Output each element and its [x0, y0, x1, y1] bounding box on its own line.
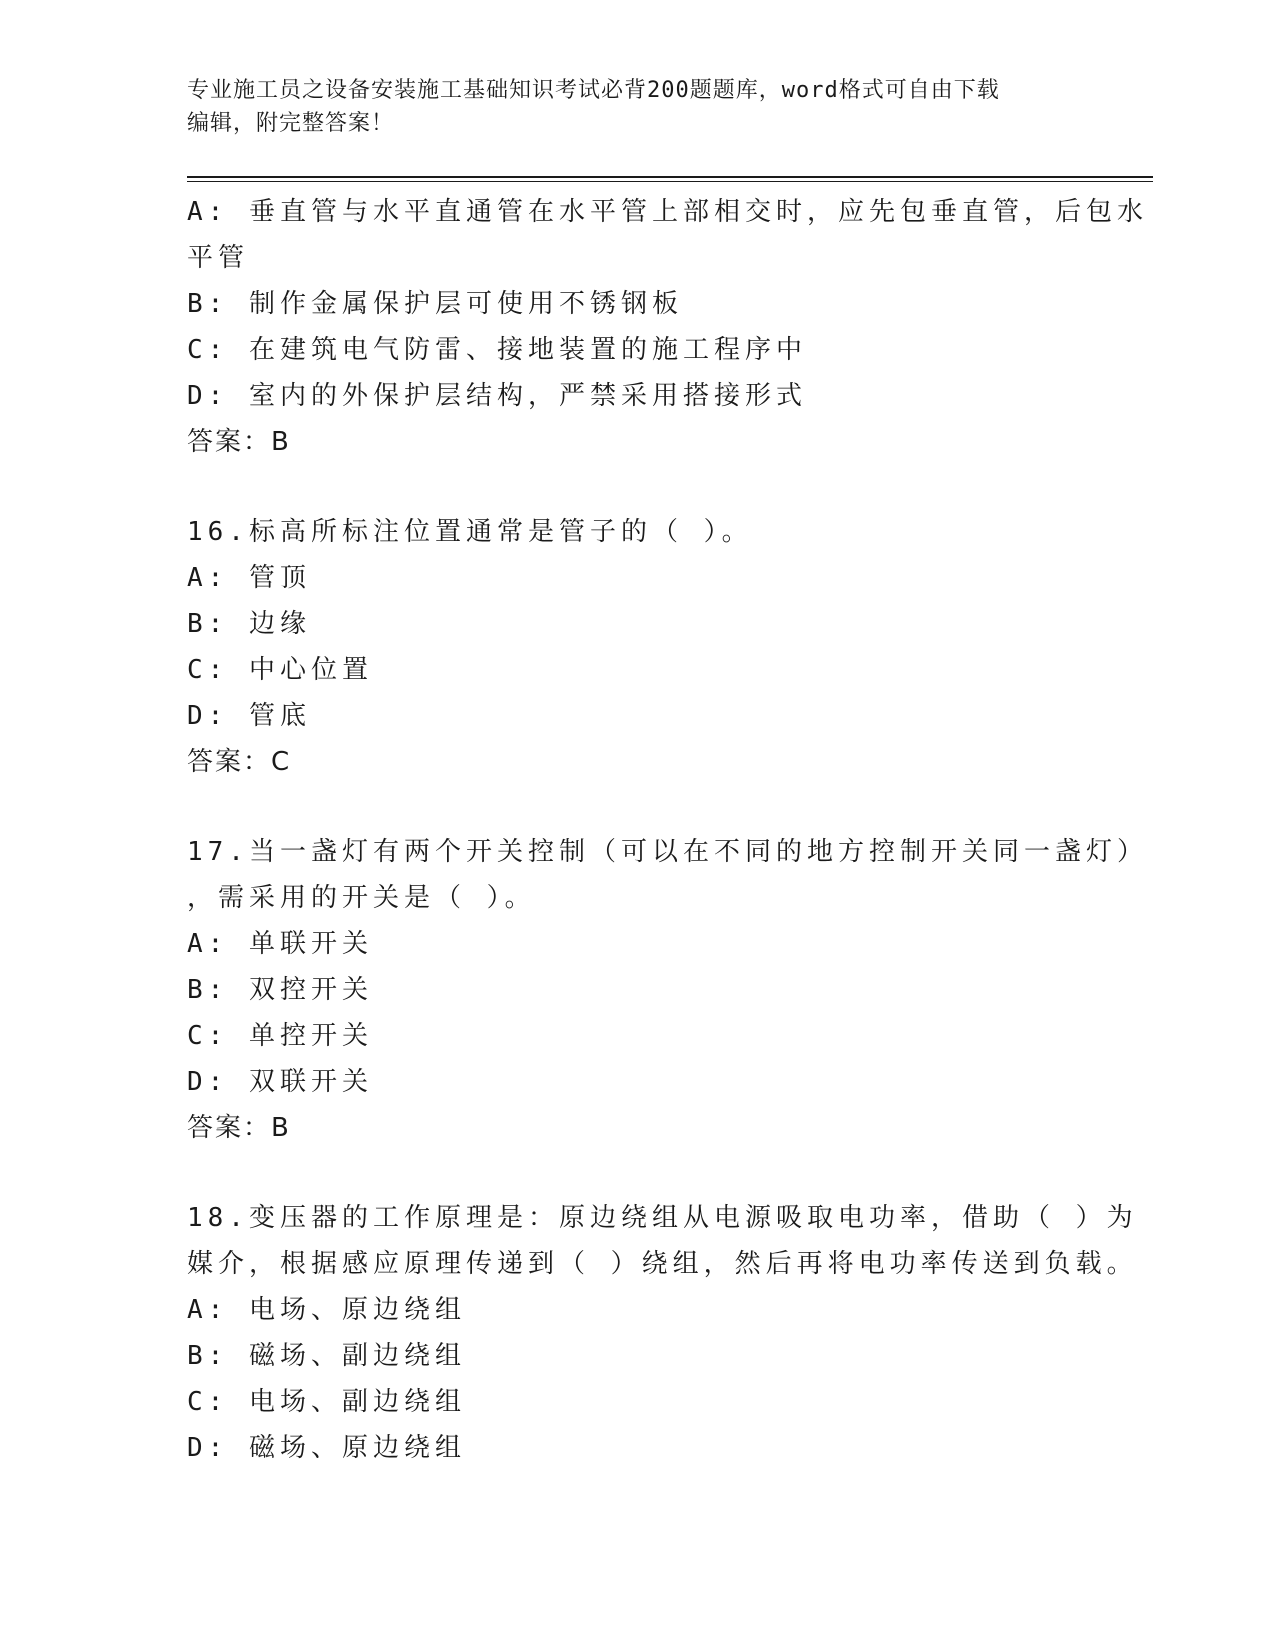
option-a: A: 管顶 [187, 563, 311, 593]
question-spacer [187, 1151, 1087, 1195]
option-b: B: 制作金属保护层可使用不锈钢板 [187, 289, 683, 319]
header-title-line-2: 编辑，附完整答案！ [187, 111, 395, 136]
answer: 答案：C [187, 747, 292, 777]
option-a-line-1: A: 垂直管与水平直通管在水平管上部相交时，应先包垂直管，后包水 [187, 197, 1148, 227]
question-stem-line-1: 18.变压器的工作原理是：原边绕组从电源吸取电功率，借助（ ）为 [187, 1203, 1138, 1233]
option-c: C: 单控开关 [187, 1021, 373, 1051]
question-18 [187, 1195, 1138, 1471]
header-divider-thick [187, 176, 1153, 178]
header-divider-thin [187, 181, 1153, 182]
option-c: C: 电场、副边绕组 [187, 1387, 466, 1417]
question-stem-line-2: ，需采用的开关是（ ）。 [187, 883, 536, 913]
question-15-tail [187, 189, 1148, 465]
question-16 [187, 509, 1087, 785]
option-d: D: 室内的外保护层结构，严禁采用搭接形式 [187, 381, 807, 411]
option-d: D: 双联开关 [187, 1067, 373, 1097]
question-17 [187, 829, 1148, 1151]
option-a-line-2: 平管 [187, 243, 250, 273]
question-list [187, 189, 1148, 1471]
question-spacer [187, 785, 1087, 829]
option-b: B: 边缘 [187, 609, 311, 639]
option-c: C: 在建筑电气防雷、接地装置的施工程序中 [187, 335, 807, 365]
option-b: B: 双控开关 [187, 975, 373, 1005]
question-spacer [187, 465, 1087, 509]
header-title-line-1: 专业施工员之设备安装施工基础知识考试必背200题题库，word格式可自由下载 [187, 78, 1000, 103]
option-c: C: 中心位置 [187, 655, 373, 685]
answer: 答案：B [187, 1113, 291, 1143]
option-d: D: 磁场、原边绕组 [187, 1433, 466, 1463]
question-stem-line-1: 17.当一盏灯有两个开关控制（可以在不同的地方控制开关同一盏灯） [187, 837, 1148, 867]
option-a: A: 单联开关 [187, 929, 373, 959]
option-a: A: 电场、原边绕组 [187, 1295, 466, 1325]
answer: 答案：B [187, 427, 291, 457]
document-header [187, 74, 1087, 140]
option-b: B: 磁场、副边绕组 [187, 1341, 466, 1371]
question-stem-line-2: 媒介，根据感应原理传递到（ ）绕组，然后再将电功率传送到负载。 [187, 1249, 1138, 1279]
option-d: D: 管底 [187, 701, 311, 731]
question-stem: 16.标高所标注位置通常是管子的（ ）。 [187, 517, 753, 547]
